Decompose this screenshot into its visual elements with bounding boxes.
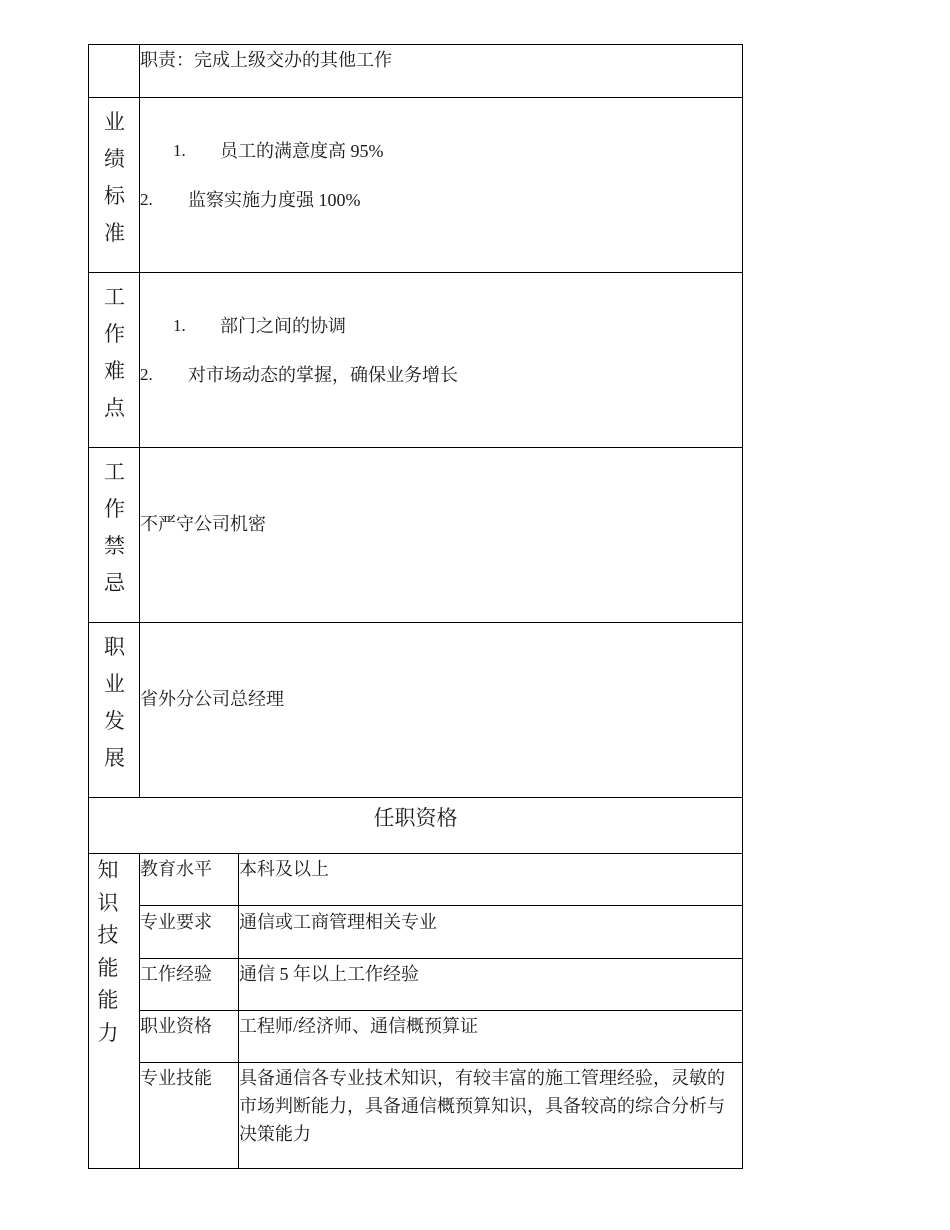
qualification-item-name: 专业要求 <box>140 912 212 932</box>
taboo-label: 工 作 禁 忌 <box>104 460 125 595</box>
qualification-item-name: 教育水平 <box>140 859 212 879</box>
career-label: 职 业 发 展 <box>104 635 125 770</box>
taboo-row <box>89 448 742 623</box>
list-item: 员工的满意度高 95% <box>220 141 384 161</box>
performance-label: 业 绩 标 准 <box>104 110 125 245</box>
row-divider <box>139 958 742 959</box>
career-row <box>89 623 742 798</box>
section-title: 任职资格 <box>373 806 458 830</box>
qualification-item-name: 职业资格 <box>140 1016 212 1036</box>
qualification-item-value: 工程师/经济师、通信概预算证 <box>239 1016 478 1036</box>
row-divider <box>139 905 742 906</box>
taboo-text: 不严守公司机密 <box>140 514 266 534</box>
duty-row <box>89 45 742 98</box>
list-item: 对市场动态的掌握，确保业务增长 <box>188 365 458 385</box>
column-divider <box>139 854 140 1168</box>
row-divider <box>139 1010 742 1011</box>
job-description-table <box>88 44 743 1169</box>
row-divider <box>139 1062 742 1063</box>
difficulty-label: 工 作 难 点 <box>104 285 125 420</box>
qualification-item-name: 工作经验 <box>140 964 212 984</box>
performance-row <box>89 98 742 273</box>
list-number: 1. <box>173 141 186 160</box>
difficulty-row <box>89 273 742 448</box>
knowledge-block <box>89 854 742 1168</box>
list-item: 部门之间的协调 <box>220 316 346 336</box>
list-item: 监察实施力度强 100% <box>188 190 361 210</box>
qualification-item-value: 通信 5 年以上工作经验 <box>239 964 419 984</box>
qualification-item-value: 具备通信各专业技术知识，有较丰富的施工管理经验，灵敏的市场判断能力，具备通信概预算知识，具备较高的综合分析与决策能力 <box>239 1068 725 1144</box>
list-number: 2. <box>140 365 153 384</box>
duty-text: 职责：完成上级交办的其他工作 <box>140 50 392 70</box>
list-number: 1. <box>173 316 186 335</box>
career-text: 省外分公司总经理 <box>140 689 284 709</box>
qualification-item-value: 通信或工商管理相关专业 <box>239 912 437 932</box>
list-number: 2. <box>140 190 153 209</box>
qualification-item-name: 专业技能 <box>140 1068 212 1088</box>
qualification-item-value: 本科及以上 <box>239 859 329 879</box>
qualification-title-row <box>89 798 742 854</box>
knowledge-label: 知 识 技 能 能 力 <box>97 858 119 1045</box>
